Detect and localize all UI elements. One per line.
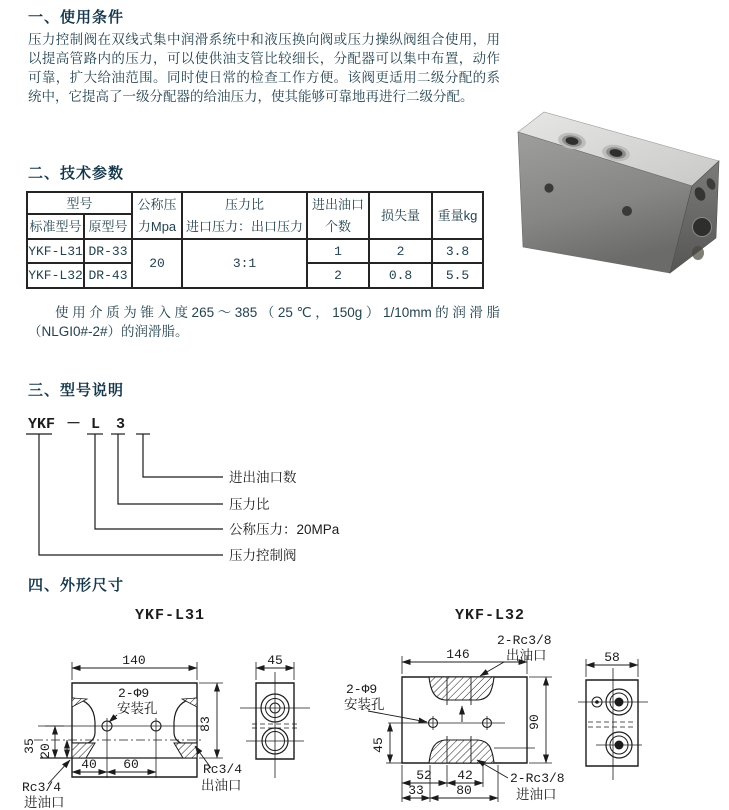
model-code-part-3: 3 [116,416,126,433]
l31-dim-83: 83 [198,716,213,732]
l32-inlet-port [429,740,494,763]
l32-outlet-label-line2: 出油口 [506,648,547,663]
front-hole-1 [544,183,553,192]
dimension-drawings [0,610,729,810]
l32-dim-58: 58 [604,650,620,665]
l32-dim-90: 90 [527,714,542,730]
col-header-ports-count-line2: 个数 [325,218,352,234]
front-hole-2 [622,206,632,216]
l32-mount-label-line2: 安装孔 [344,697,385,712]
model-label-valve: 压力控制阀 [229,548,297,563]
col-header-pressure-ratio-line2: 进口压力：出口压力 [186,218,304,234]
l31-inlet-port [72,698,95,758]
col-header-pressure-ratio [182,192,307,239]
valve-block-photo [518,112,719,273]
col-header-pressure-ratio-line1: 压力比 [225,196,265,212]
l31-dim-40: 40 [81,757,97,772]
col-header-ports-count [307,192,369,239]
l32-outlet-port [429,677,494,700]
l32-inlet-label-line2: 进油口 [516,787,557,802]
l31-outlet-label-line2: 出油口 [201,778,242,793]
model-code-lines [26,434,223,555]
model-code-diagram [20,408,380,573]
cell-nominal-pressure: 20 [132,239,182,288]
model-code-part-l: L [91,416,101,433]
col-header-nominal-pressure-line1: 公称压 [137,196,177,212]
col-header-standard-model: 标准型号 [27,214,84,239]
l31-inlet-label-line1: Rc3/4 [22,780,62,795]
cell-loss: 2 [369,239,432,263]
cell-std-model: YKF-L31 [27,239,84,263]
cell-pressure-ratio: 3:1 [182,239,307,288]
cell-ports: 1 [307,239,369,263]
cell-loss: 0.8 [369,263,432,288]
l32-dim-80: 80 [456,783,472,798]
grease-note: 使用介质为锥入度265～385（25℃，150g）1/10mm的润滑脂（NLGI0#-2#）的润滑脂。 [28,305,500,339]
col-header-nominal-pressure-line2: 力Mpa [137,218,177,234]
col-header-weight: 重量kg [432,192,483,239]
cell-orig-model: DR-33 [84,239,132,263]
model-code-part-dash: － [66,416,82,433]
l31-dim-35: 35 [22,738,37,754]
l31-inlet-label-line2: 进油口 [24,795,65,810]
col-header-loss: 损失量 [369,192,432,239]
side-port-large [693,218,712,237]
model-label-ports: 进出油口数 [229,470,297,485]
cell-ports: 2 [307,263,369,288]
col-header-model: 型号 [27,192,132,214]
col-header-original-model: 原型号 [84,214,132,239]
l32-dim-33: 33 [408,783,424,798]
l32-mount-label-line1: 2-Φ9 [346,682,378,697]
l32-dim-42: 42 [457,768,473,783]
section2-heading: 二、技术参数 [28,165,125,182]
spec-table [26,191,484,289]
l31-mount-label-line1: 2-Φ9 [118,686,150,701]
cell-std-model: YKF-L32 [27,263,84,288]
l31-dim-140: 140 [122,653,146,668]
l32-dim-146: 146 [446,647,470,662]
l31-dim-45: 45 [267,653,283,668]
model-label-pressure: 公称压力：20MPa [229,522,340,537]
product-photo [502,106,727,278]
l31-outlet-port [174,698,197,758]
l31-outlet-label-line1: Rc3/4 [203,762,243,777]
drawing-title-l31: YKF-L31 [134,607,206,624]
section4-heading: 四、外形尺寸 [28,577,125,594]
l32-side-view [578,659,648,780]
section1-heading: 一、使用条件 [28,9,125,26]
l32-dim-52: 52 [416,768,432,783]
cell-orig-model: DR-43 [84,263,132,288]
side-port-lower [692,246,704,260]
cell-weight: 3.8 [432,239,483,263]
col-header-ports-count-line1: 进出油口 [312,196,365,212]
section3-heading: 三、型号说明 [28,382,125,399]
table-row [27,239,483,263]
l31-mount-label-line2: 安装孔 [117,701,158,716]
l32-outlet-label-line1: 2-Rc3/8 [497,633,552,648]
col-header-nominal-pressure [132,192,182,239]
section1-paragraph: 压力控制阀在双线式集中润滑系统中和液压换向阀或压力操纵阀组合使用，用以提高管路内的压力，可以使供油支管比较细长，分配器可以集中布置，动作可靠，扩大给油范围。同时使日常的检查工作方便。该阀更适用二级分配的系统中，它提高了一级分配器的给油压力，使其能够可靠地再进行二级分配。 [28,32,500,104]
drawing-title-l32: YKF-L32 [454,607,526,624]
l32-inlet-label-line1: 2-Rc3/8 [510,771,565,786]
cell-weight: 5.5 [432,263,483,288]
model-label-ratio: 压力比 [229,497,270,512]
model-code-part-series: YKF [28,416,56,433]
l31-side-view [240,662,310,778]
l31-dim-60: 60 [123,757,139,772]
l31-dim-20: 20 [38,743,53,759]
l32-side-outline [586,680,638,766]
l32-dim-45: 45 [371,737,386,753]
